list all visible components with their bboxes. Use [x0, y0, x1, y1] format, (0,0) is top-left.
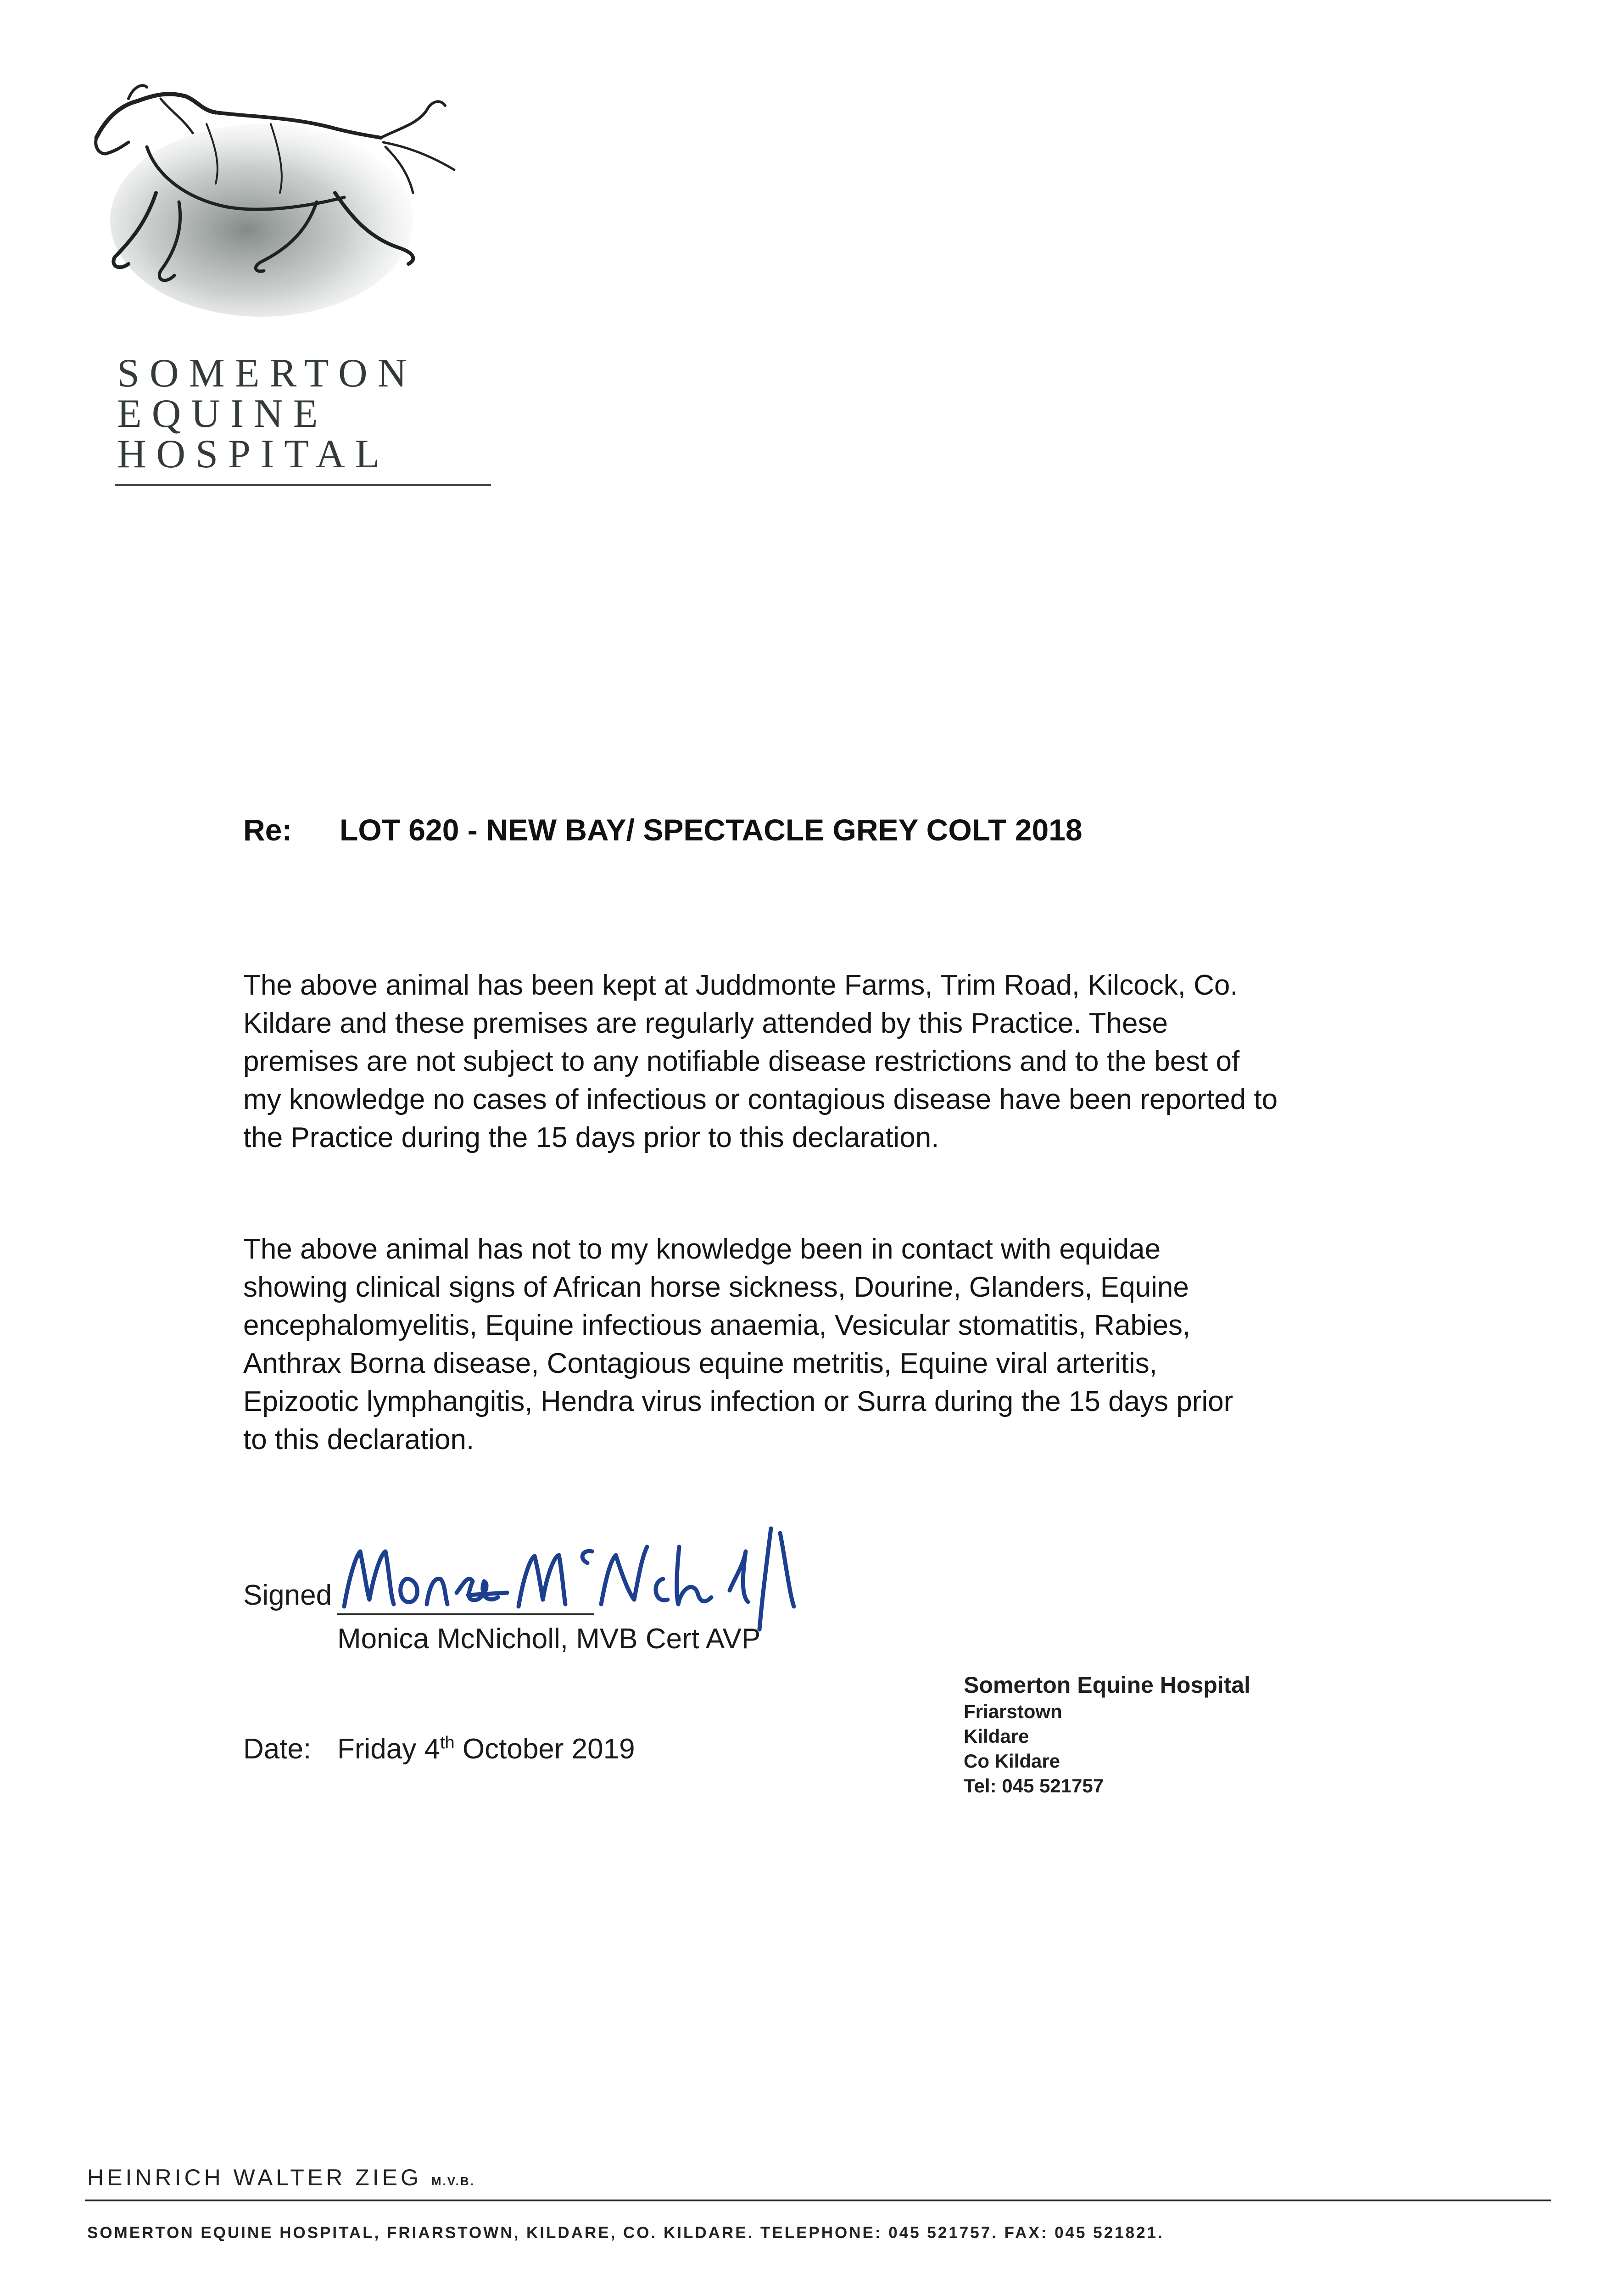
- logo-word-hospital: HOSPITAL: [117, 432, 390, 476]
- paragraph-line: Anthrax Borna disease, Contagious equine metritis, Equine viral arteritis,: [243, 1348, 1157, 1379]
- footer-address: SOMERTON EQUINE HOSPITAL, FRIARSTOWN, KILDARE, CO. KILDARE. TELEPHONE: 045 521757. FAX: 045 521821.: [87, 2224, 1164, 2242]
- signed-label: Signed: [243, 1579, 332, 1611]
- practice-stamp: [964, 1671, 1250, 1798]
- date-label: Date:: [243, 1733, 312, 1765]
- handwritten-signature: [330, 1501, 881, 1639]
- signature-line: [337, 1613, 594, 1615]
- paragraph-line: Epizootic lymphangitis, Hendra virus infection or Surra during the 15 days prior: [243, 1386, 1233, 1417]
- signer-name: Monica McNicholl, MVB Cert AVP: [337, 1623, 761, 1655]
- subject-line: [243, 812, 1083, 847]
- stamp-line: Friarstown: [964, 1701, 1062, 1722]
- footer-qualification: M.V.B.: [431, 2174, 475, 2188]
- footer-name-text: HEINRICH WALTER ZIEG: [87, 2165, 422, 2190]
- paragraph-line: to this declaration.: [243, 1424, 474, 1455]
- paragraph-line: encephalomyelitis, Equine infectious anaemia, Vesicular stomatitis, Rabies,: [243, 1310, 1191, 1341]
- declaration-paragraph-2: [243, 1230, 1436, 1459]
- logo-word-somerton: SOMERTON: [117, 351, 417, 396]
- paragraph-line: Kildare and these premises are regularly attended by this Practice. These: [243, 1008, 1168, 1039]
- date-ordinal: th: [440, 1733, 455, 1752]
- paragraph-line: showing clinical signs of African horse sickness, Dourine, Glanders, Equine: [243, 1271, 1189, 1303]
- paragraph-line: my knowledge no cases of infectious or contagious disease have been reported to: [243, 1084, 1278, 1115]
- declaration-paragraph-1: [243, 966, 1436, 1157]
- stamp-line: Kildare: [964, 1725, 1029, 1747]
- date-line: [243, 1733, 635, 1765]
- footer-vet-name: [87, 2164, 475, 2191]
- horse-logo-icon: [78, 55, 491, 340]
- paragraph-line: premises are not subject to any notifiable disease restrictions and to the best of: [243, 1046, 1240, 1077]
- paragraph-line: the Practice during the 15 days prior to this declaration.: [243, 1122, 939, 1153]
- logo-word-equine: EQUINE: [117, 392, 328, 436]
- paragraph-line: The above animal has been kept at Juddmonte Farms, Trim Road, Kilcock, Co.: [243, 969, 1238, 1001]
- subject-label: Re:: [243, 813, 292, 847]
- paragraph-line: The above animal has not to my knowledge been in contact with equidae: [243, 1233, 1161, 1265]
- date-rest: October 2019: [454, 1733, 635, 1765]
- subject-text: LOT 620 - NEW BAY/ SPECTACLE GREY COLT 2018: [340, 813, 1083, 847]
- footer-divider: [85, 2200, 1551, 2201]
- stamp-line: Somerton Equine Hospital: [964, 1672, 1251, 1698]
- logo-divider: [115, 484, 491, 486]
- stamp-line: Co Kildare: [964, 1750, 1060, 1772]
- date-day: Friday 4: [337, 1733, 440, 1765]
- stamp-line: Tel: 045 521757: [964, 1775, 1104, 1797]
